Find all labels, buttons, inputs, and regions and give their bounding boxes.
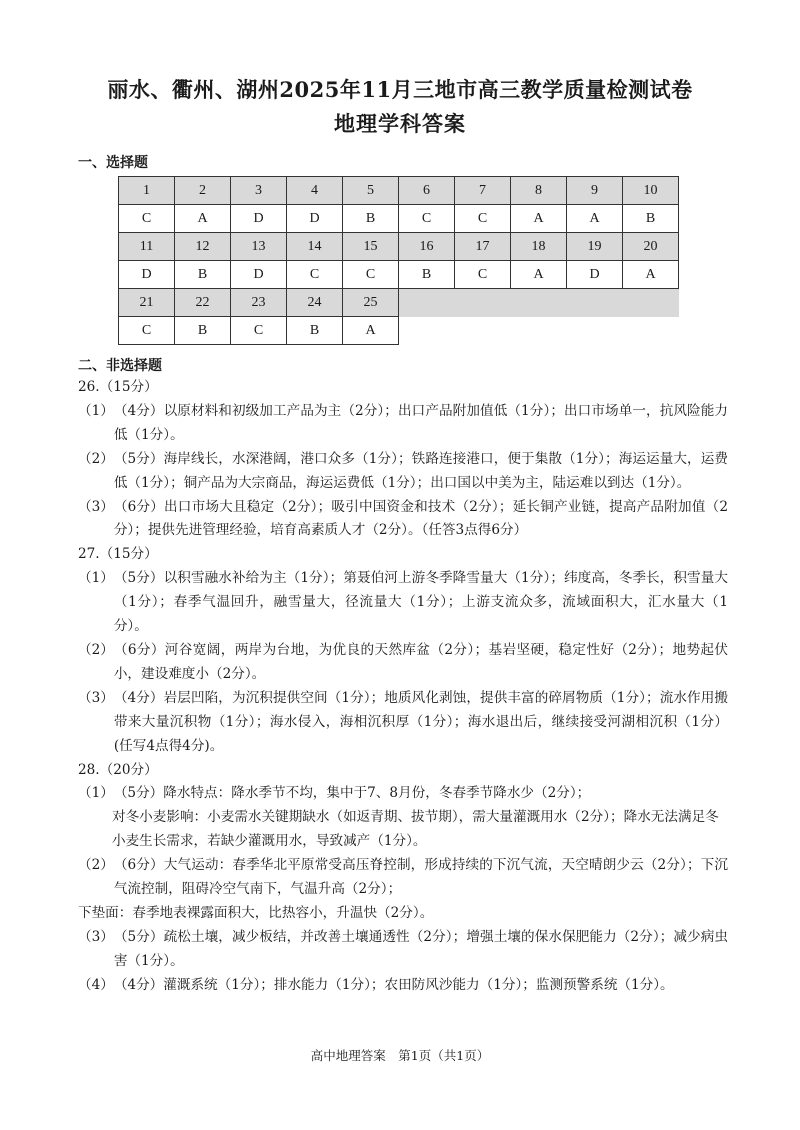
question-28-part-2 bbox=[78, 854, 728, 902]
part-text: （4分）灌溉系统（1分）；排水能力（1分）；农田防风沙能力（1分）；监测预警系统（1分）。 bbox=[113, 976, 674, 993]
question-28-part-1 bbox=[78, 782, 728, 806]
part-text: （6分）河谷宽阔，两岸为台地，为优良的天然库盆（2分）；基岩坚硬，稳定性好（2分）；地势起伏小，建设难度小（2分）。 bbox=[113, 641, 728, 682]
question-number: 13 bbox=[231, 233, 287, 261]
question-number: 22 bbox=[175, 289, 231, 317]
table-row bbox=[119, 233, 679, 261]
answer-table bbox=[118, 176, 679, 345]
empty-cell bbox=[567, 289, 623, 317]
question-number: 16 bbox=[399, 233, 455, 261]
question-27-heading: 27.（15分） bbox=[78, 546, 158, 563]
part-text: （5分）海岸线长，水深港阔，港口众多（1分）；铁路连接港口，便于集散（1分）；海运运量大，运费低（1分）；铜产品为大宗商品，海运运费低（1分）；出口国以中美为主，陆运难以到达（1分）。 bbox=[113, 450, 728, 491]
answer-cell: D bbox=[231, 205, 287, 233]
question-26-part-2 bbox=[78, 448, 728, 496]
answer-cell: C bbox=[399, 205, 455, 233]
answer-cell: A bbox=[567, 205, 623, 233]
page-footer: 高中地理答案 第1页（共1页） bbox=[310, 1048, 490, 1063]
part-label: （1） bbox=[78, 785, 114, 802]
question-28-part-3 bbox=[78, 926, 728, 974]
answer-cell: B bbox=[343, 205, 399, 233]
question-26-part-1 bbox=[78, 400, 728, 448]
question-number: 3 bbox=[231, 177, 287, 205]
question-number: 2 bbox=[175, 177, 231, 205]
question-number: 21 bbox=[119, 289, 175, 317]
answer-cell: B bbox=[287, 317, 343, 345]
table-row bbox=[119, 317, 679, 345]
question-27-part-2 bbox=[78, 639, 728, 687]
table-row bbox=[119, 289, 679, 317]
question-27-part-3 bbox=[78, 687, 728, 759]
empty-cell bbox=[455, 289, 511, 317]
answer-cell: D bbox=[287, 205, 343, 233]
part-label: （2） bbox=[78, 857, 114, 874]
answer-body bbox=[78, 376, 728, 998]
table-row bbox=[119, 261, 679, 289]
question-28-part-1-continuation: 对冬小麦影响：小麦需水关键期缺水（如返青期、拔节期），需大量灌溉用水（2分）；降水无法满足冬小麦生长需求，若缺少灌溉用水，导致减产（1分）。 bbox=[112, 809, 719, 850]
question-number: 25 bbox=[343, 289, 399, 317]
question-number: 10 bbox=[623, 177, 679, 205]
empty-cell bbox=[511, 289, 567, 317]
answer-cell: C bbox=[455, 205, 511, 233]
question-number: 6 bbox=[399, 177, 455, 205]
answer-cell: A bbox=[623, 261, 679, 289]
answer-cell: D bbox=[567, 261, 623, 289]
question-26-part-3 bbox=[78, 496, 728, 544]
question-28-heading: 28.（20分） bbox=[78, 761, 158, 778]
question-number: 18 bbox=[511, 233, 567, 261]
part-label: （2） bbox=[78, 641, 114, 658]
question-28-part-4 bbox=[78, 974, 728, 998]
part-label: （1） bbox=[78, 402, 114, 419]
answer-cell: C bbox=[119, 317, 175, 345]
part-text: （4分）以原材料和初级加工产品为主（2分）；出口产品附加值低（1分）；出口市场单一，抗风险能力低（1分）。 bbox=[113, 402, 728, 443]
empty-cell bbox=[511, 317, 567, 345]
part-label: （3） bbox=[78, 498, 114, 515]
question-number: 23 bbox=[231, 289, 287, 317]
part-text: （5分）疏松土壤，减少板结，并改善土壤通透性（2分）；增强土壤的保水保肥能力（2分）；减少病虫害（1分）。 bbox=[113, 928, 728, 969]
empty-cell bbox=[567, 317, 623, 345]
question-number: 15 bbox=[343, 233, 399, 261]
table-row bbox=[119, 205, 679, 233]
question-number: 9 bbox=[567, 177, 623, 205]
part-text: （5分）以积雪融水补给为主（1分）；第聂伯河上游冬季降雪量大（1分）；纬度高，冬季长，积雪量大（1分）；春季气温回升，融雪量大，径流量大（1分）；上游支流众多，流域面积大，汇水量大（1分）。 bbox=[113, 570, 728, 635]
part-label: （3） bbox=[78, 689, 114, 706]
empty-cell bbox=[623, 317, 679, 345]
question-26-heading: 26.（15分） bbox=[78, 379, 158, 395]
question-number: 19 bbox=[567, 233, 623, 261]
empty-cell bbox=[455, 317, 511, 345]
answer-cell: C bbox=[287, 261, 343, 289]
empty-cell bbox=[399, 317, 455, 345]
part-label: （1） bbox=[78, 570, 114, 587]
answer-cell: C bbox=[231, 317, 287, 345]
answer-cell: C bbox=[455, 261, 511, 289]
question-number: 1 bbox=[119, 177, 175, 205]
section-heading-choice: 一、选择题 bbox=[78, 155, 148, 171]
answer-cell: B bbox=[623, 205, 679, 233]
empty-cell bbox=[623, 289, 679, 317]
part-label: （2） bbox=[78, 450, 114, 467]
empty-cell bbox=[399, 289, 455, 317]
part-text: （4分）岩层凹陷，为沉积提供空间（1分）；地质风化剥蚀，提供丰富的碎屑物质（1分）；流水作用搬带来大量沉积物（1分）；海水侵入，海相沉积厚（1分）；海水退出后，继续接受河湖相沉积（1分）(任写4点得4分)。 bbox=[113, 689, 728, 754]
table-row bbox=[119, 177, 679, 205]
question-number: 11 bbox=[119, 233, 175, 261]
answer-cell: D bbox=[231, 261, 287, 289]
part-text: （6分）大气运动：春季华北平原常受高压脊控制，形成持续的下沉气流，天空晴朗少云（2分）；下沉气流控制，阻碍冷空气南下，气温升高（2分）； bbox=[113, 857, 728, 898]
part-label: （4） bbox=[78, 976, 114, 993]
question-number: 20 bbox=[623, 233, 679, 261]
question-number: 4 bbox=[287, 177, 343, 205]
question-number: 12 bbox=[175, 233, 231, 261]
part-label: （3） bbox=[78, 928, 114, 945]
question-number: 14 bbox=[287, 233, 343, 261]
question-28-part-2-continuation: 下垫面：春季地表裸露面积大，比热容小，升温快（2分）。 bbox=[78, 904, 434, 921]
question-number: 24 bbox=[287, 289, 343, 317]
part-text: （5分）降水特点：降水季节不均，集中于7、8月份，冬春季节降水少（2分）； bbox=[113, 785, 591, 802]
answer-cell: C bbox=[343, 261, 399, 289]
question-number: 17 bbox=[455, 233, 511, 261]
question-27-part-1 bbox=[78, 567, 728, 639]
question-number: 7 bbox=[455, 177, 511, 205]
answer-cell: A bbox=[511, 205, 567, 233]
answer-cell: A bbox=[511, 261, 567, 289]
question-number: 8 bbox=[511, 177, 567, 205]
section-heading-nonchoice: 二、非选择题 bbox=[78, 358, 162, 374]
answer-cell: A bbox=[175, 205, 231, 233]
question-number: 5 bbox=[343, 177, 399, 205]
answer-cell: D bbox=[119, 261, 175, 289]
answer-cell: C bbox=[119, 205, 175, 233]
page-title: 丽水、衢州、湖州2025年11月三地市高三教学质量检测试卷 bbox=[107, 77, 693, 102]
answer-cell: B bbox=[399, 261, 455, 289]
answer-cell: A bbox=[343, 317, 399, 345]
answer-cell: B bbox=[175, 261, 231, 289]
part-text: （6分）出口市场大且稳定（2分）；吸引中国资金和技术（2分）；延长铜产业链，提高产品附加值（2分）；提供先进管理经验，培育高素质人才（2分）。（任答3点得6分） bbox=[113, 498, 728, 539]
answer-cell: B bbox=[175, 317, 231, 345]
page-subtitle: 地理学科答案 bbox=[334, 111, 466, 136]
